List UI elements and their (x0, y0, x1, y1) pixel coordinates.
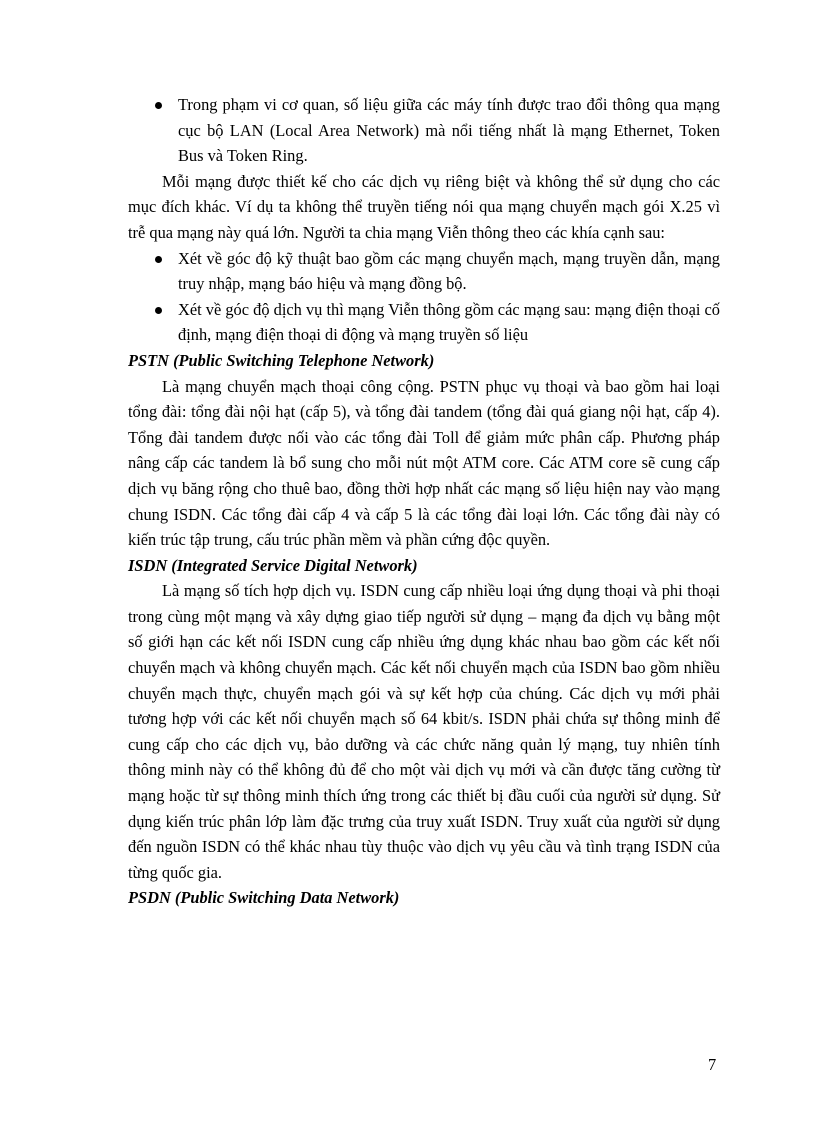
bullet-item-technical (128, 246, 720, 297)
bullet-text: Xét về góc độ dịch vụ thì mạng Viễn thông gồm các mạng sau: mạng điện thoại cố định, mạng điện thoại di động và mạng truyền số liệu (178, 299, 720, 345)
bullet-item-service (128, 297, 720, 348)
section-heading-pstn: PSTN (Public Switching Telephone Network) (128, 350, 435, 370)
page-number: 7 (708, 1055, 717, 1074)
intro-paragraph: Mỗi mạng được thiết kế cho các dịch vụ riêng biệt và không thể sử dụng cho các mục đích khác. Ví dụ ta không thể truyền tiếng nói qua mạng chuyển mạch gói X.25 vì trễ qua mạng này quá lớn. Người ta chia mạng Viễn thông theo các khía cạnh sau: (128, 171, 720, 242)
bullet-text: Xét về góc độ kỹ thuật bao gồm các mạng chuyển mạch, mạng truyền dẫn, mạng truy nhập, mạng báo hiệu và mạng đồng bộ. (178, 248, 720, 294)
document-page (128, 92, 720, 911)
pstn-paragraph: Là mạng chuyển mạch thoại công cộng. PSTN phục vụ thoại và bao gồm hai loại tổng đài: tổng đài nội hạt (cấp 5), và tổng đài tandem (tổng đài quá giang nội hạt, cấp 4). Tổng đài tandem được nối vào các tổng đài Toll để giảm mức phân cấp. Phương pháp nâng cấp các tandem là bổ sung cho mỗi nút một ATM core. Các ATM core sẽ cung cấp dịch vụ băng rộng cho thuê bao, đồng thời hợp nhất các mạng số liệu hiện nay vào mạng chung ISDN. Các tổng đài cấp 4 và cấp 5 là các tổng đài loại lớn. Các tổng đài này có kiến trúc tập trung, cấu trúc phần mềm và phần cứng độc quyền. (128, 376, 720, 550)
bullet-item-lan (128, 92, 720, 169)
isdn-paragraph: Là mạng số tích hợp dịch vụ. ISDN cung cấp nhiều loại ứng dụng thoại và phi thoại trong cùng một mạng và xây dựng giao tiếp người sử dụng – mạng đa dịch vụ bằng một số giới hạn các kết nối ISDN cung cấp nhiều ứng dụng khác nhau bao gồm các kết nối chuyển mạch và không chuyển mạch. Các kết nối chuyển mạch của ISDN bao gồm nhiều chuyển mạch thực, chuyển mạch gói và sự kết hợp của chúng. Các dịch vụ mới phải tương hợp với các kết nối chuyển mạch số 64 kbit/s. ISDN phải chứa sự thông minh để cung cấp cho các dịch vụ, bảo dưỡng và các chức năng quản lý mạng, tuy nhiên tính thông minh này có thể không đủ để cho một vài dịch vụ mới và cần được tăng cường từ mạng hoặc từ sự thông minh thích ứng trong các thiết bị đầu cuối của người sử dụng. Sử dụng kiến trúc phân lớp làm đặc trưng của truy xuất ISDN. Truy xuất của người sử dụng đến nguồn ISDN có thể khác nhau tùy thuộc vào dịch vụ yêu cầu và tình trạng ISDN của từng quốc gia. (128, 581, 720, 882)
bullet-text: Trong phạm vi cơ quan, số liệu giữa các máy tính được trao đổi thông qua mạng cục bộ LAN (Local Area Network) mà nổi tiếng nhất là mạng Ethernet, Token Bus và Token Ring. (178, 95, 720, 166)
bullet-dot-icon (155, 102, 162, 109)
section-heading-psdn: PSDN (Public Switching Data Network) (128, 888, 400, 908)
section-heading-isdn: ISDN (Integrated Service Digital Network) (128, 555, 418, 575)
bullet-dot-icon (155, 307, 162, 314)
bullet-dot-icon (155, 256, 162, 263)
